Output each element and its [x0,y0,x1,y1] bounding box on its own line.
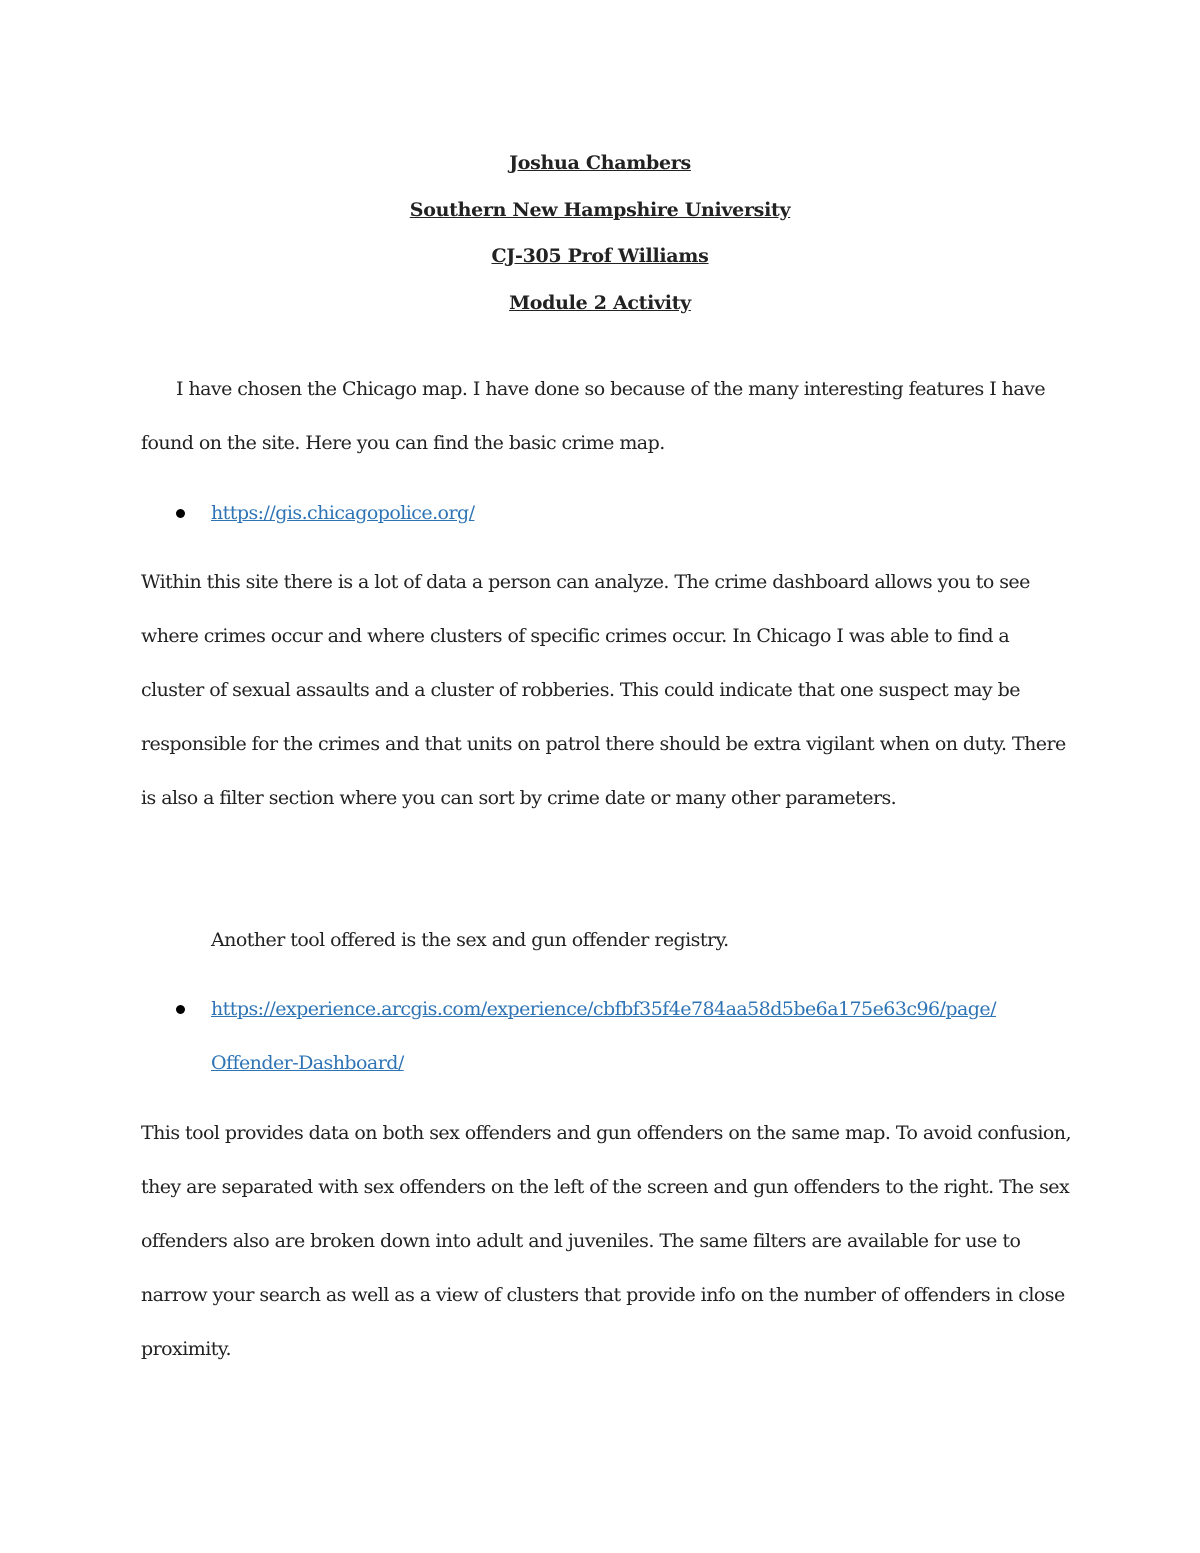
bullet-item-chicago-map [141,486,1071,540]
intro-paragraph: I have chosen the Chicago map. I have done so because of the many interesting features I have found on the site. Here you can find the basic crime map. [141,378,1046,454]
bullet-icon [176,1005,185,1014]
title-block [0,140,1200,326]
offender-dashboard-link-part1[interactable]: https://experience.arcgis.com/experience/cbfbf35f4e784aa58d5be6a175e63c96/page/ [211,998,996,1020]
crime-dashboard-paragraph: Within this site there is a lot of data a person can analyze. The crime dashboard allows you to see where crimes occur and where clusters of specific crimes occur. In Chicago I was able to find a cluster of sexual assaults and a cluster of robberies. This could indicate that one suspect may be responsible for the crimes and that units on patrol there should be extra vigilant when on duty. There is also a filter section where you can sort by crime date or many other parameters. [141,571,1066,809]
registry-intro-sentence: Another tool offered is the sex and gun offender registry. [211,929,729,951]
offender-tool-paragraph-block [141,1106,1071,1376]
bullet-icon [176,509,185,518]
offender-dashboard-link-part2[interactable]: Offender-Dashboard/ [211,1052,404,1074]
institution-name: Southern New Hampshire University [409,198,791,221]
chicago-police-gis-link[interactable]: https://gis.chicagopolice.org/ [211,502,475,524]
intro-paragraph-block [141,362,1071,470]
bullet-item-offender-dashboard [141,982,1071,1090]
offender-tool-paragraph: This tool provides data on both sex offenders and gun offenders on the same map. To avoid confusion, they are separated with sex offenders on the left of the screen and gun offenders to the right. The sex offenders also are broken down into adult and juveniles. The same filters are available for use to narrow your search as well as a view of clusters that provide info on the number of offenders in close proximity. [141,1122,1071,1360]
course-name: CJ-305 Prof Williams [491,245,709,267]
crime-dashboard-paragraph-block [141,555,1071,825]
assignment-title: Module 2 Activity [509,291,691,314]
author-name: Joshua Chambers [509,152,691,174]
